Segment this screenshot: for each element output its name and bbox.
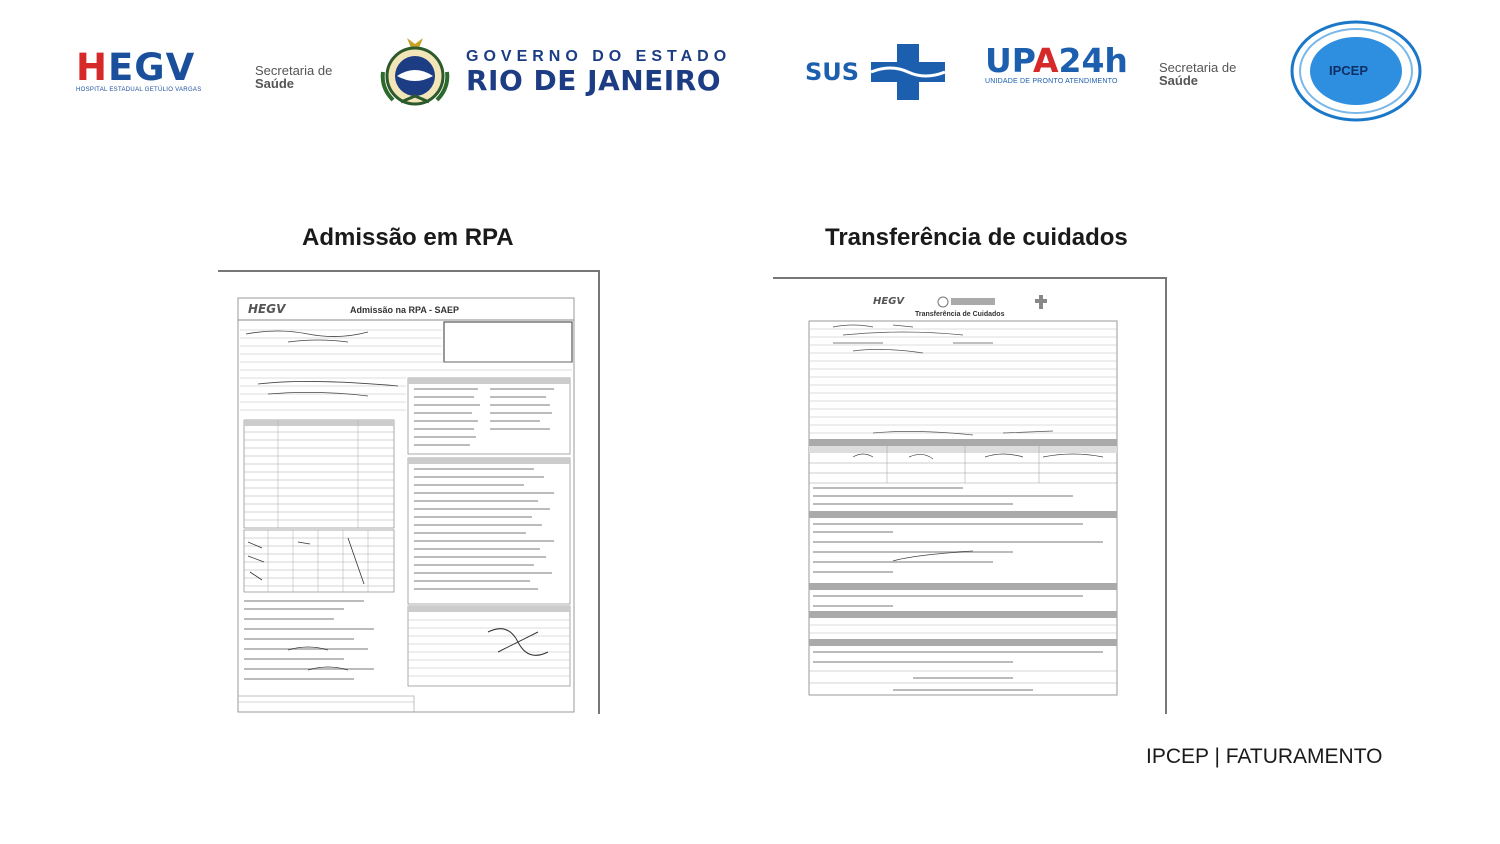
rio-coat-of-arms-icon xyxy=(377,36,453,108)
caption-transferencia-cuidados: Transferência de cuidados xyxy=(825,224,1128,251)
admissao-form-logo: HEGV xyxy=(248,302,286,316)
admissao-form-title: Admissão na RPA - SAEP xyxy=(350,305,460,315)
transferencia-form-title: Transferência de Cuidados xyxy=(915,311,1005,318)
upa-logo-subtitle: UNIDADE DE PRONTO ATENDIMENTO xyxy=(985,78,1118,85)
secretaria-line2: Saúde xyxy=(1159,73,1199,88)
governo-line1: GOVERNO DO ESTADO xyxy=(466,48,732,65)
header-logo-bar xyxy=(0,0,1500,130)
secretaria-line2: Saúde xyxy=(255,76,295,91)
secretaria-line1: Secretaria de xyxy=(1159,60,1237,75)
footer-ipcep-faturamento: IPCEP | FATURAMENTO xyxy=(1146,745,1383,768)
sus-logo-text: SUS xyxy=(805,58,860,86)
sus-logo xyxy=(805,44,945,100)
governo-rj-logo xyxy=(466,48,731,96)
admissao-form-body-icon xyxy=(218,272,598,714)
upa24h-logo: UPA24h UNIDADE DE PRONTO ATENDIMENTO xyxy=(985,41,1128,85)
transferencia-form-body-icon xyxy=(773,279,1165,714)
governo-line2: RIO DE JANEIRO xyxy=(466,64,722,97)
caption-admissao-rpa: Admissão em RPA xyxy=(302,224,514,251)
hegv-logo: HEGV HOSPITAL ESTADUAL GETÚLIO VARGAS xyxy=(76,46,202,93)
secretaria-saude-logo-right xyxy=(1159,61,1236,87)
ipcep-logo-text: IPCEP xyxy=(1329,63,1369,78)
hegv-logo-subtitle: HOSPITAL ESTADUAL GETÚLIO VARGAS xyxy=(76,87,202,93)
secretaria-line1: Secretaria de xyxy=(255,63,333,78)
admissao-rpa-form-scan xyxy=(218,270,600,714)
transferencia-form-logo: HEGV xyxy=(873,296,905,307)
sus-cross-icon xyxy=(871,44,945,100)
transferencia-cuidados-form-scan xyxy=(773,277,1167,714)
secretaria-saude-logo-left xyxy=(255,64,332,90)
ipcep-logo xyxy=(1289,20,1423,122)
